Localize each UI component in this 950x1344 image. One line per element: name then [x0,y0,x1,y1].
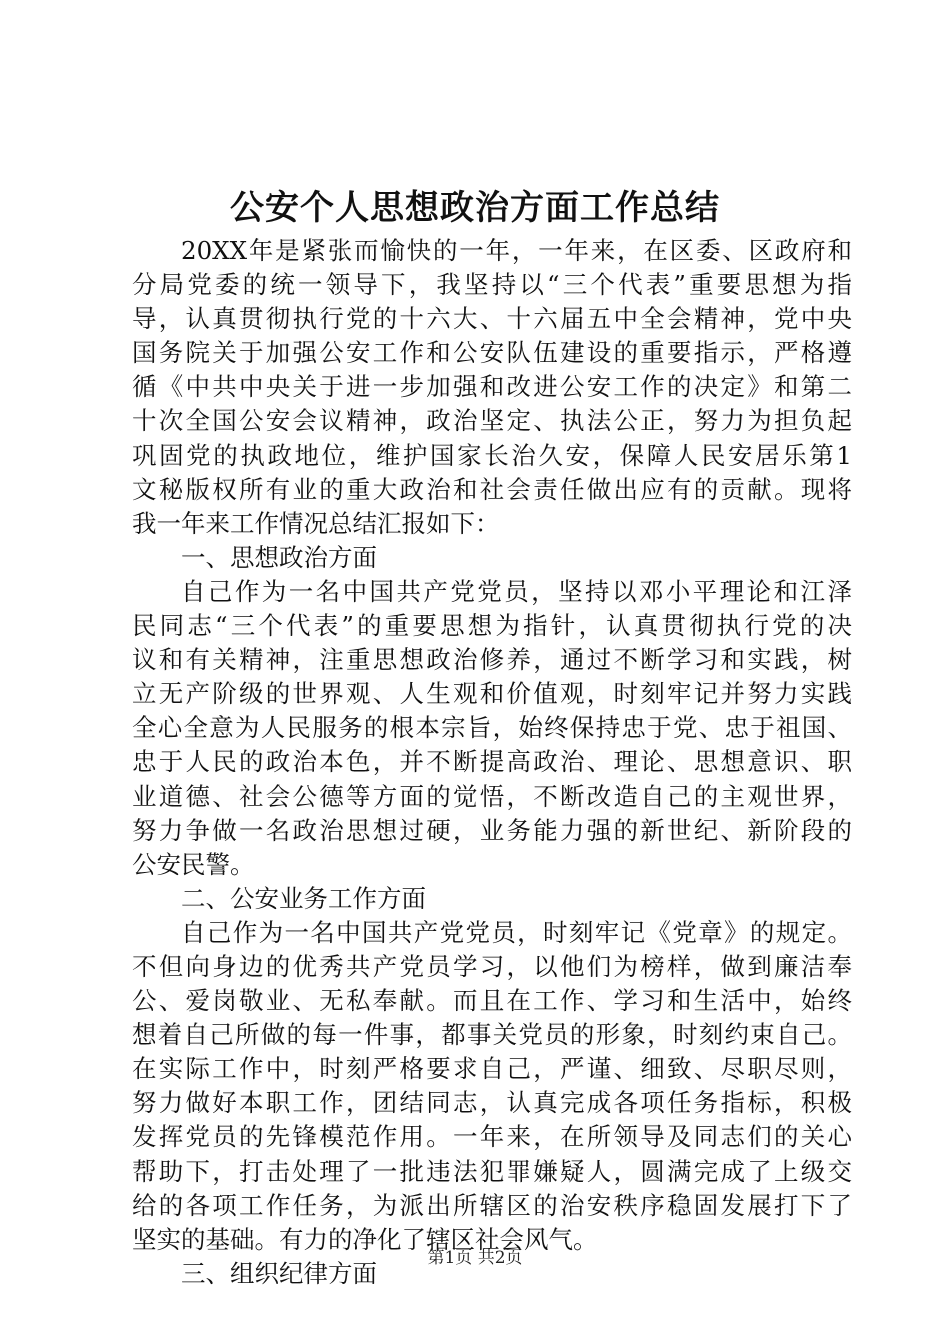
paragraph-line: 发挥党员的先锋模范作用。一年来，在所领导及同志们的关心 [132,1122,852,1152]
paragraph-line: 民同志“三个代表”的重要思想为指针，认真贯彻执行党的决 [132,611,852,641]
paragraph-line: 不但向身边的优秀共产党员学习，以他们为榜样，做到廉洁奉 [132,951,852,981]
paragraph-line: 自己作为一名中国共产党党员，时刻牢记《党章》的规定。 [181,917,852,947]
section-heading: 一、思想政治方面 [181,542,377,572]
paragraph-line: 公、爱岗敬业、无私奉献。而且在工作、学习和生活中，始终 [132,986,852,1016]
paragraph-line: 给的各项工作任务，为派出所辖区的治安秩序稳固发展打下了 [132,1190,852,1220]
paragraph-line: 想着自己所做的每一件事，都事关党员的形象，时刻约束自己。 [132,1020,852,1050]
document-body [132,234,852,1291]
paragraph-line: 帮助下，打击处理了一批违法犯罪嫌疑人，圆满完成了上级交 [132,1156,852,1186]
paragraph-line: 自己作为一名中国共产党党员，坚持以邓小平理论和江泽 [181,576,852,606]
paragraph-line: 立无产阶级的世界观、人生观和价值观，时刻牢记并努力实践 [132,679,852,709]
paragraph-line: 努力争做一名政治思想过硬，业务能力强的新世纪、新阶段的 [132,815,852,845]
paragraph-line: 议和有关精神，注重思想政治修养，通过不断学习和实践，树 [132,645,852,675]
paragraph-line: 业道德、社会公德等方面的觉悟，不断改造自己的主观世界， [132,781,852,811]
paragraph-line: 巩固党的执政地位，维护国家长治久安，保障人民安居乐第1 [132,440,852,470]
paragraph-line: 全心全意为人民服务的根本宗旨，始终保持忠于党、忠于祖国、 [132,713,852,743]
paragraph-line: 分局党委的统一领导下，我坚持以“三个代表”重要思想为指 [132,270,852,300]
paragraph-line: 循《中共中央关于进一步加强和改进公安工作的决定》和第二 [132,372,852,402]
paragraph-line: 文秘版权所有业的重大政治和社会责任做出应有的贡献。现将 [132,474,852,504]
paragraph-line: 国务院关于加强公安工作和公安队伍建设的重要指示，严格遵 [132,338,852,368]
paragraph-line: 我一年来工作情况总结汇报如下： [132,508,500,538]
section-heading: 三、组织纪律方面 [181,1258,377,1288]
section-heading: 二、公安业务工作方面 [181,883,426,913]
paragraph-line: 公安民警。 [132,849,255,879]
paragraph-line: 十次全国公安会议精神，政治坚定、执法公正，努力为担负起 [132,406,852,436]
paragraph-line: 忠于人民的政治本色，并不断提高政治、理论、思想意识、职 [132,747,852,777]
page-number-footer: 第1页 共2页 [427,1248,523,1268]
paragraph-line: 坚实的基础。有力的净化了辖区社会风气。 [132,1224,598,1254]
paragraph-line: 努力做好本职工作，团结同志，认真完成各项任务指标，积极 [132,1088,852,1118]
paragraph-line: 20XX年是紧张而愉快的一年，一年来，在区委、区政府和 [181,236,852,265]
paragraph-line: 在实际工作中，时刻严格要求自己，严谨、细致、尽职尽则， [132,1054,852,1084]
paragraph-line: 导，认真贯彻执行党的十六大、十六届五中全会精神，党中央 [132,304,852,334]
document-title: 公安个人思想政治方面工作总结 [230,188,720,228]
